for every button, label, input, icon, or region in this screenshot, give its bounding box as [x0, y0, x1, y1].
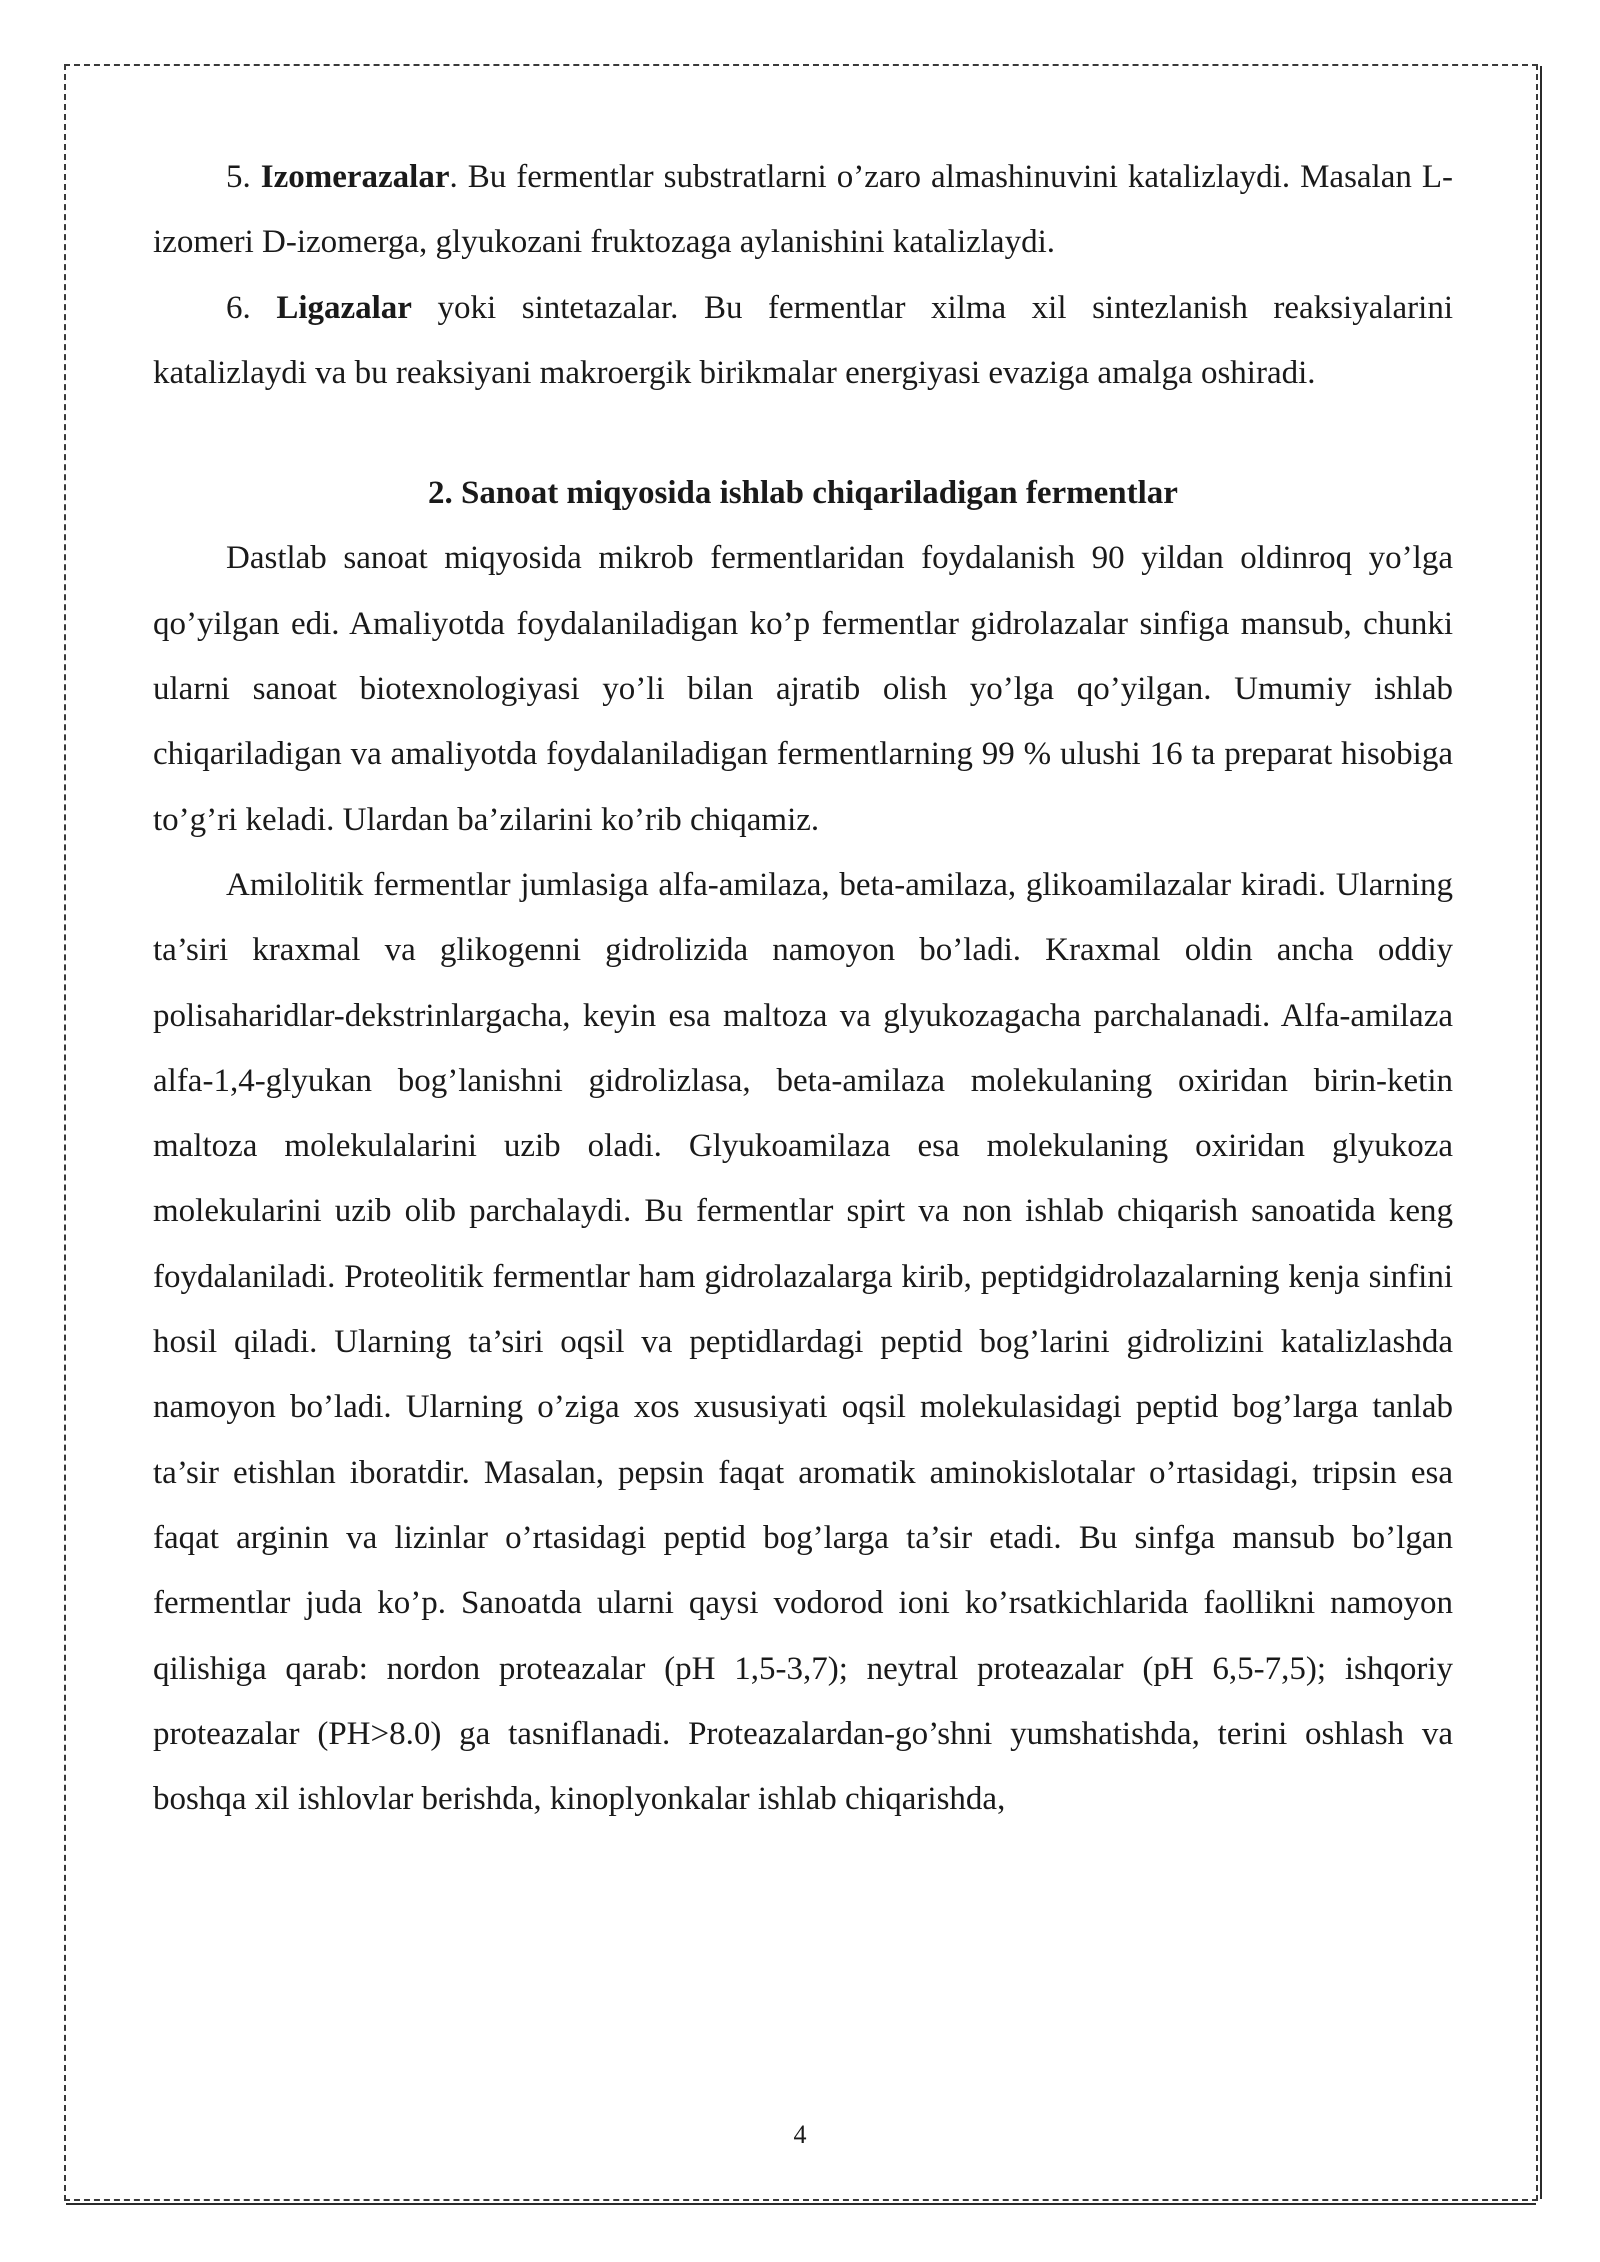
paragraph-amilolitik: Amilolitik fermentlar jumlasiga alfa-amilaza, beta-amilaza, glikoamilazalar kiradi. Ularning ta’siri kraxmal va glikogenni gidrolizida namoyon bo’ladi. Kraxmal oldin ancha oddiy polisaharidlar-dekstrinlargacha, keyin esa maltoza va glyukozagacha parchalanadi. Alfa-amilaza alfa-1,4-glyukan bog’lanishni gidrolizlasa, beta-amilaza molekulaning oxiridan birin-ketin maltoza molekulalarini uzib oladi. Glyukoamilaza esa molekulaning oxiridan glyukoza molekularini uzib olib parchalaydi. Bu fermentlar spirt va non ishlab chiqarish sanoatida keng foydalaniladi. Proteolitik fermentlar ham gidrolazalarga kirib, peptidgidrolazalarning kenja sinfini hosil qiladi. Ularning ta’siri oqsil va peptidlardagi peptid bog’larini gidrolizini katalizlashda namoyon bo’ladi. Ularning o’ziga xos xususiyati oqsil molekulasidagi peptid bog’larga tanlab ta’sir etishlan iboratdir. Masalan, pepsin faqat aromatik aminokislotalar o’rtasidagi, tripsin esa faqat arginin va lizinlar o’rtasidagi peptid bog’larga ta’sir etadi. Bu sinfga mansub bo’lgan fermentlar juda ko’p. Sanoatda ularni qaysi vodorod ioni ko’rsatkichlarida faollikni namoyon qilishiga qarab: nordon proteazalar (pH 1,5-3,7); neytral proteazalar (pH 6,5-7,5); ishqoriy proteazalar (PH>8.0) ga tasniflanadi. Proteazalardan-go’shni yumshatishda, terini oshlash va boshqa xil ishlovlar berishda, kinoplyonkalar ishlab chiqarishda, — [153, 866, 1453, 1818]
list-number: 6. — [226, 289, 251, 326]
term-ligazalar: Ligazalar — [276, 289, 412, 326]
page-number: 4 — [793, 2120, 807, 2149]
paragraph-text: . Bu fermentlar substratlarni o’zaro almashinuvini katalizlaydi. Masalan L-izomeri D-izomerga, glyukozani fruktozaga aylanishini katalizlaydi. — [153, 159, 1453, 261]
paragraph-text: yoki sintetazalar. Bu fermentlar xilma xil sintezlanish reaksiyalarini katalizlaydi va bu reaksiyani makroergik birikmalar energiyasi evaziga amalga oshiradi. — [153, 289, 1454, 391]
list-number: 5. — [226, 159, 251, 195]
paragraph-intro: Dastlab sanoat miqyosida mikrob fermentlaridan foydalanish 90 yildan oldinroq yo’lga qo’yilgan edi. Amaliyotda foydalaniladigan ko’p fermentlar gidrolazalar sinfiga mansub, chunki ularni sanoat biotexnologiyasi yo’li bilan ajratib olish yo’lga qo’yilgan. Umumiy ishlab chiqariladigan va amaliyotda foydalaniladigan fermentlarning 99 % ulushi 16 ta preparat hisobiga to’g’ri keladi. Ulardan ba’zilarini ko’rib chiqamiz. — [153, 540, 1453, 838]
paragraph-ligazalar — [153, 276, 1453, 407]
paragraph-izomerazalar — [153, 145, 1453, 276]
section-heading: 2. Sanoat miqyosida ishlab chiqariladigan fermentlar — [428, 475, 1178, 512]
term-izomerazalar: Izomerazalar — [260, 159, 450, 195]
document-body — [153, 145, 1453, 1832]
